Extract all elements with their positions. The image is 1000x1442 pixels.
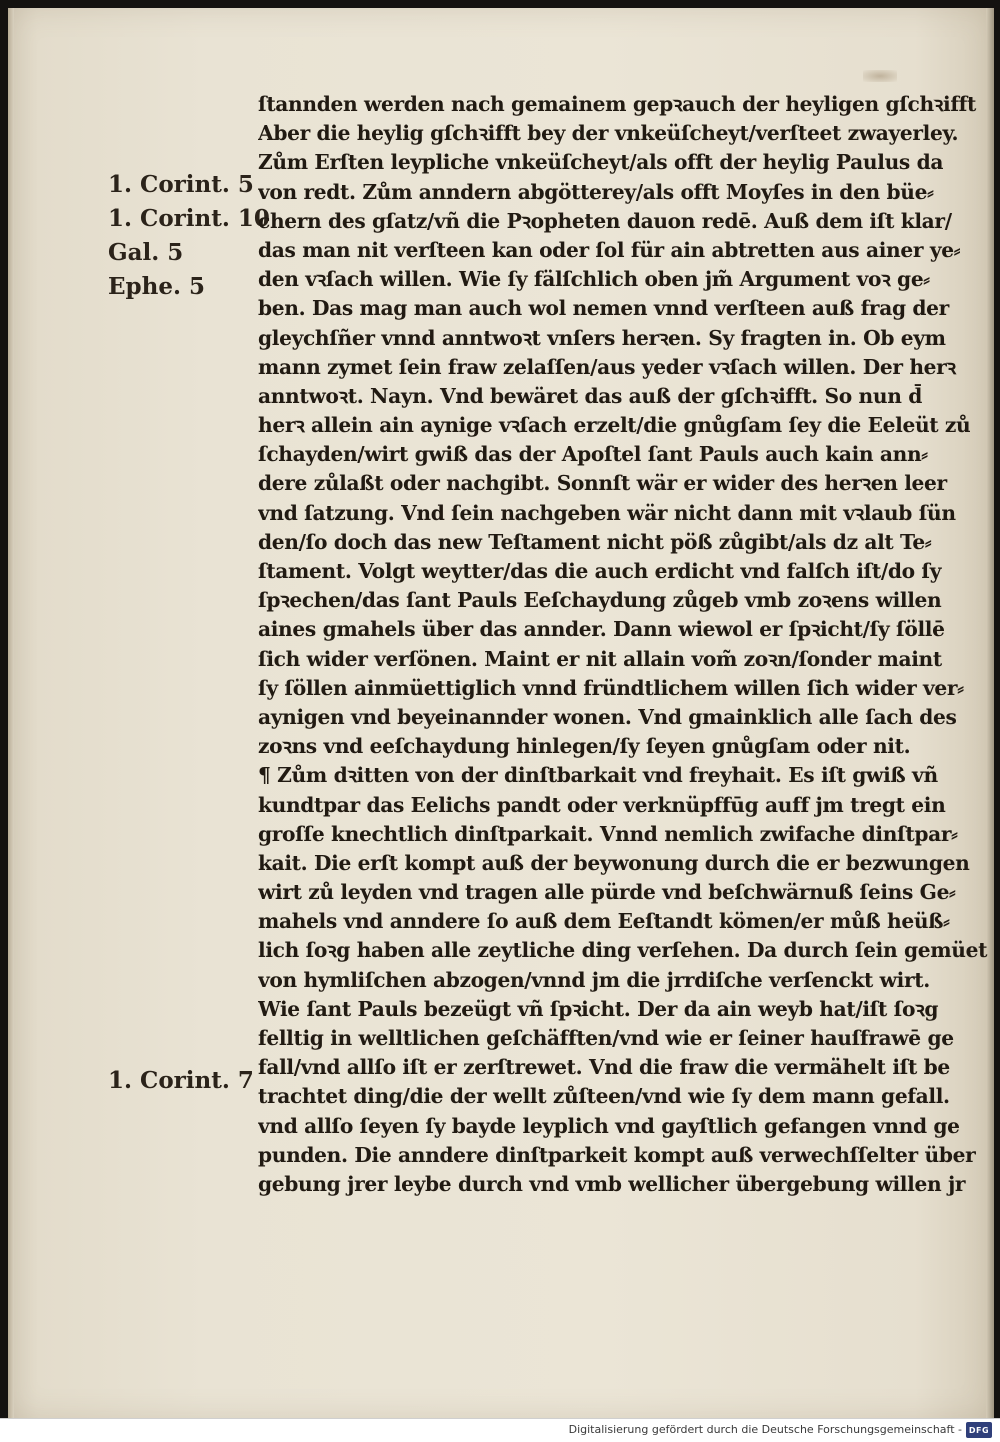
text-line: Zům Erſten leypliche vnkeüſcheyt/als offt der heylig Paulus da xyxy=(258,150,944,175)
text-line: von hymliſchen abzogen/vnnd jm die jrrdiſche verſenckt wirt. xyxy=(258,967,930,992)
body-text xyxy=(258,90,990,1199)
footer-bar xyxy=(0,1418,1000,1442)
text-line: den vꝛſach willen. Wie ſy fälſchlich oben jm̃ Argument voꝛ ge⸗ xyxy=(258,267,930,292)
text-line: chern des gſatz/vñ die Pꝛopheten dauon redē. Auß dem iſt klar/ xyxy=(258,208,952,233)
text-line: gleychſñer vnnd anntwoꝛt vnſers herꝛen. Sy fragten in. Ob eym xyxy=(258,325,946,350)
margin-note: Gal. 5 xyxy=(108,239,184,266)
text-line: von redt. Zům anndern abgötterey/als offt Moyſes in den büe⸗ xyxy=(258,179,934,204)
text-line: aines gmahels über das annder. Dann wiewol er ſpꝛicht/ſy ſöllē xyxy=(258,617,945,642)
text-line: den/ſo doch das new Teſtament nicht pöß zůgibt/als dz alt Te⸗ xyxy=(258,529,932,554)
margin-references xyxy=(108,168,270,1098)
text-line: das man nit verſteen kan oder ſol für ain abtretten aus ainer ye⸗ xyxy=(258,237,961,262)
text-line: vnd allſo ſeyen ſy bayde leyplich vnd gayſtlich gefangen vnnd ge xyxy=(258,1113,960,1138)
text-line: ſtannden werden nach gemainem gepꝛauch der heyligen gſchꝛifft xyxy=(258,92,976,116)
margin-note: 1. Corint. 5 xyxy=(108,171,254,198)
text-line: dere zůlaßt oder nachgibt. Sonnſt wär er wider des herꝛen leer xyxy=(258,471,947,496)
text-line: ſy ſöllen ainmüettiglich vnnd fründtlichem willen ſich wider ver⸗ xyxy=(258,675,964,700)
text-line: kundtpar das Eelichs pandt oder verknüpffūg auff jm tregt ein xyxy=(258,792,946,817)
text-line: ben. Das mag man auch wol nemen vnnd verſteen auß frag der xyxy=(258,296,949,321)
text-line: lich ſoꝛg haben alle zeytliche ding verſehen. Da durch ſein gemüet xyxy=(258,938,988,963)
ink-stain xyxy=(863,70,897,82)
margin-note: 1. Corint. 10 xyxy=(108,205,270,232)
text-line: kait. Die erſt kompt auß der beywonung durch die er bezwungen xyxy=(258,850,970,875)
text-line: Wie ſant Pauls bezeügt vñ ſpꝛicht. Der da ain weyb hat/iſt ſoꝛg xyxy=(258,996,939,1021)
text-line: mann zymet ſein fraw zelaſſen/aus yeder vꝛſach willen. Der herꝛ xyxy=(258,354,956,379)
funding-notice: Digitalisierung gefördert durch die Deutsche Forschungsgemeinschaft - xyxy=(568,1423,962,1436)
page-binding-edge xyxy=(8,8,14,1418)
text-line: groſſe knechtlich dinſtparkait. Vnnd nemlich zwifache dinſtpar⸗ xyxy=(258,821,958,846)
margin-note: Ephe. 5 xyxy=(108,273,205,300)
text-line: wirt zů leyden vnd tragen alle pürde vnd beſchwärnuß ſeins Ge⸗ xyxy=(258,880,956,905)
text-line: vnd ſatzung. Vnd ſein nachgeben wär nicht dann mit vꝛlaub ſün xyxy=(258,500,956,525)
text-line: anntwoꝛt. Nayn. Vnd bewäret das auß der gſchꝛifft. So nun d̄ xyxy=(258,383,922,408)
text-line: punden. Die anndere dinſtparkeit kompt auß verwechſſelter über xyxy=(258,1142,976,1167)
dfg-logo: DFG xyxy=(966,1422,992,1438)
text-line: mahels vnd anndere ſo auß dem Eeſtandt kömen/er můß heüß⸗ xyxy=(258,909,950,934)
text-line: gebung jrer leybe durch vnd vmb wellicher übergebung willen jr xyxy=(258,1171,966,1196)
text-line: trachtet ding/die der wellt zůſteen/vnd wie ſy dem mann gefall. xyxy=(258,1084,950,1109)
text-line: felltig in welltlichen geſchäfften/vnd wie er ſeiner hauſfrawē ge xyxy=(258,1026,954,1050)
text-line: Aber die heylig gſchꝛifft bey der vnkeüſcheyt/verſteet zwayerley. xyxy=(258,121,959,146)
text-line: fall/vnd allſo iſt er zerſtrewet. Vnd die fraw die vermähelt iſt be xyxy=(258,1055,950,1080)
text-line: herꝛ allein ain aynige vꝛſach erzelt/die gnůgſam ſey die Eeleüt zů xyxy=(258,413,971,438)
text-line: ſchayden/wirt gwiß das der Apoſtel ſant Pauls auch kain ann⸗ xyxy=(258,442,928,467)
text-line: ſich wider verſönen. Maint er nit allain vom̃ zoꝛn/ſonder maint xyxy=(258,646,942,671)
text-line: zoꝛns vnd eeſchaydung hinlegen/ſy ſeyen gnůgſam oder nit. xyxy=(258,734,911,759)
text-line: ſtament. Volgt weytter/das die auch erdicht vnd falſch iſt/do ſy xyxy=(258,559,942,583)
text-line: ſpꝛechen/das ſant Pauls Eeſchaydung zůgeb vmb zoꝛens willen xyxy=(258,588,942,613)
text-line: ¶ Zům dꝛitten von der dinſtbarkait vnd freyhait. Es iſt gwiß vñ xyxy=(258,763,938,788)
text-line: aynigen vnd beyeinannder wonen. Vnd gmainklich alle ſach des xyxy=(258,704,957,729)
margin-note: 1. Corint. 7 xyxy=(108,1067,254,1094)
